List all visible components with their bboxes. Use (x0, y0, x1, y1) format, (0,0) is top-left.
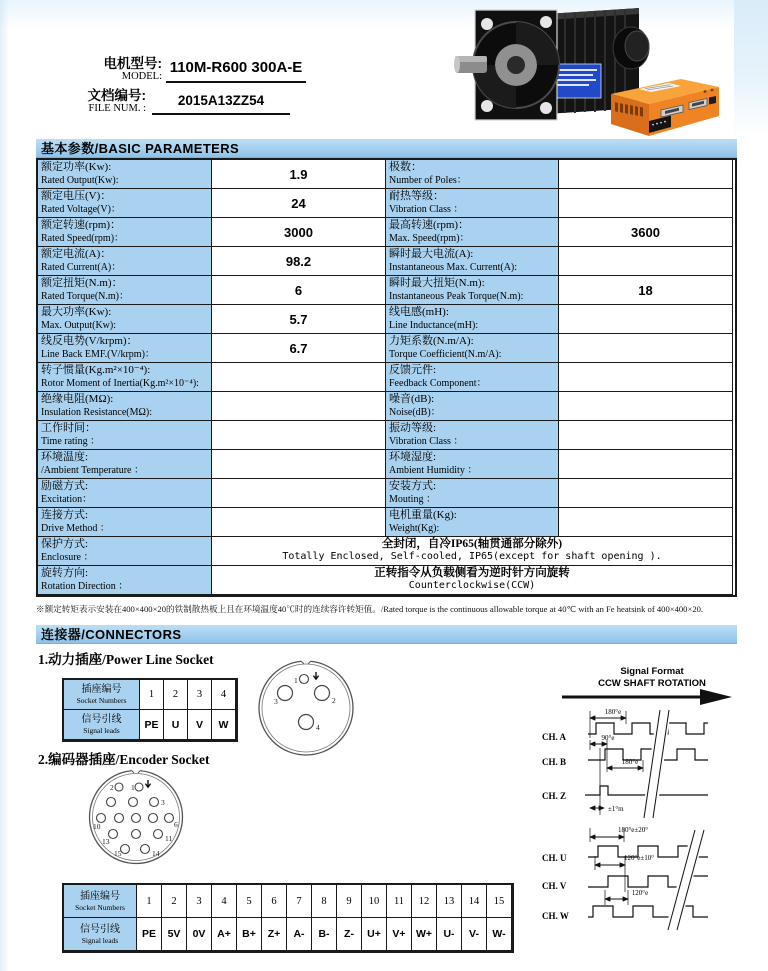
socket-number-cell: 10 (362, 885, 387, 918)
power-socket-title: 1.动力插座/Power Line Socket (38, 652, 214, 667)
socket-number-cell: 9 (337, 885, 362, 918)
param-value-cell (559, 363, 733, 392)
model-value: 110M-R600 300A-E (166, 55, 306, 83)
param-value-cell: 6 (212, 276, 386, 305)
param-label-cell (386, 508, 559, 537)
power-connector-diagram (248, 658, 364, 762)
param-label-cn: 旋转方向: (41, 567, 89, 579)
signal-lead-cell: 5V (162, 918, 187, 951)
param-label-cell (386, 247, 559, 276)
param-label-cn: 额定转速(rpm)： (41, 219, 122, 231)
param-label-cell (386, 363, 559, 392)
param-value-cell (212, 508, 386, 537)
param-label-cell (386, 218, 559, 247)
channel-v-label: CH. V (542, 881, 567, 891)
socket-numbers-label (64, 680, 140, 710)
param-label-en: Rotor Moment of Inertia(Kg.m²×10⁻⁴): (41, 377, 199, 389)
encoder-pin-label-3: 3 (161, 798, 165, 807)
socket-numbers-label-cn: 插座编号 (81, 684, 122, 695)
param-value-cell (559, 508, 733, 537)
param-label-en: Number of Poles： (389, 174, 467, 186)
ccw-rotation-title: CCW SHAFT ROTATION (598, 678, 706, 689)
channel-a-label: CH. A (542, 732, 567, 742)
param-label-en: Insulation Resistance(MΩ): (41, 406, 153, 418)
model-label-en: MODEL: (121, 71, 162, 82)
param-value-cell (559, 160, 733, 189)
param-label-cell (386, 479, 559, 508)
channel-z-label: CH. Z (542, 791, 567, 801)
param-label-cell (38, 218, 212, 247)
signal-lead-cell: PE (137, 918, 162, 951)
socket-number-cell: 4 (212, 680, 236, 710)
key-mark-icon (145, 780, 150, 787)
signal-lead-cell: 0V (187, 918, 212, 951)
signal-leads-label-cn: 信号引线 (80, 923, 120, 935)
param-label-cn: 耐热等级： (389, 190, 444, 202)
annotation-1m-z: ±1°m (608, 805, 624, 813)
param-label-cn: 反馈元件: (389, 364, 437, 376)
param-label-cn: 线电感(mH): (389, 306, 449, 318)
power-pin-label-3: 3 (274, 697, 278, 706)
param-label-en: Rated Current(A)： (41, 261, 122, 273)
param-wide-value-cn: 全封闭，自冷IP65(轴贯通部分除外) (381, 538, 563, 551)
param-label-cn: 工作时间： (41, 422, 96, 434)
param-label-cell (386, 450, 559, 479)
param-value-cell: 5.7 (212, 305, 386, 334)
signal-format-title: Signal Format (620, 666, 684, 677)
encoder-socket-table (62, 883, 514, 953)
param-label-en: Instantaneous Peak Torque(N.m): (389, 290, 524, 302)
param-label-cn: 额定扭矩(N.m)： (41, 277, 123, 289)
param-label-en: Max. Output(Kw): (41, 319, 116, 331)
encoder-pin-label-15: 15 (114, 849, 122, 858)
param-wide-value-cn: 正转指令从负载侧看为逆时针方向旋转 (374, 567, 570, 580)
signal-lead-cell: A+ (212, 918, 237, 951)
param-value-cell: 6.7 (212, 334, 386, 363)
signal-lead-cell: W- (487, 918, 512, 951)
param-label-cell (38, 508, 212, 537)
background-wash-top-right (734, 0, 768, 138)
param-label-en: Rotation Direction ： (41, 580, 129, 592)
param-value-cell: 18 (559, 276, 733, 305)
power-pin-label-2: 2 (332, 696, 336, 705)
param-label-en: Line Inductance(mH): (389, 319, 479, 331)
socket-number-cell: 7 (287, 885, 312, 918)
param-label-en: /Ambient Temperature ： (41, 464, 144, 476)
section-bar-connectors: 连接器/CONNECTORS (36, 625, 737, 644)
model-label (72, 56, 162, 83)
socket-number-cell: 4 (212, 885, 237, 918)
param-label-cn: 瞬时最大电流(A): (389, 248, 474, 260)
signal-lead-cell: U+ (362, 918, 387, 951)
socket-numbers-label-en: Socket Numbers (76, 696, 127, 705)
channel-b-label: CH. B (542, 757, 567, 767)
encoder-pin-label-2: 2 (110, 783, 114, 792)
param-label-cell (38, 334, 212, 363)
param-value-cell (559, 479, 733, 508)
param-label-cell (38, 537, 212, 566)
waveform-channel-b (588, 749, 708, 760)
param-label-cn: 力矩系数(N.m/A): (389, 335, 474, 347)
channel-w-label: CH. W (542, 911, 569, 921)
param-label-en: Enclosure ： (41, 551, 94, 563)
param-value-cell (559, 305, 733, 334)
param-label-en: Max. Speed(rpm)： (389, 232, 470, 244)
param-label-cell (38, 276, 212, 305)
param-label-cell (38, 392, 212, 421)
param-value-cell: 3000 (212, 218, 386, 247)
param-label-cn: 最大功率(Kw): (41, 306, 112, 318)
param-label-cell (38, 189, 212, 218)
encoder-pin-label-10: 10 (93, 822, 101, 831)
encoder-socket-title: 2.编码器插座/Encoder Socket (38, 752, 210, 767)
file-num-value: 2015A13ZZ54 (152, 89, 290, 115)
param-label-en: Torque Coefficient(N.m/A): (389, 348, 502, 360)
param-value-cell (212, 421, 386, 450)
param-label-cn: 振动等级: (389, 422, 437, 434)
param-label-cell (38, 566, 212, 595)
encoder-pin-label-11: 11 (165, 834, 173, 843)
param-value-cell (212, 450, 386, 479)
param-value-cell (212, 392, 386, 421)
param-label-cell (38, 247, 212, 276)
param-label-cn: 保护方式: (41, 538, 89, 550)
signal-lead-cell: V- (462, 918, 487, 951)
signal-lead-cell: V+ (387, 918, 412, 951)
socket-numbers-label-cn: 插座编号 (80, 890, 120, 902)
driver-photo (603, 76, 725, 138)
param-label-cell (38, 160, 212, 189)
socket-number-cell: 1 (137, 885, 162, 918)
encoder-pin-label-13: 13 (102, 837, 110, 846)
power-pin-label-1: 1 (294, 676, 298, 685)
socket-number-cell: 1 (140, 680, 164, 710)
annotation-120e-10: 120°e±10° (623, 854, 655, 862)
encoder-pin-label-6: 6 (174, 820, 178, 829)
param-value-cell (559, 392, 733, 421)
param-label-en: Time rating ： (41, 435, 101, 447)
signal-lead-cell: PE (140, 710, 164, 740)
param-label-en: Rated Speed(rpm)： (41, 232, 125, 244)
param-label-cell (386, 392, 559, 421)
socket-number-cell: 15 (487, 885, 512, 918)
param-label-cn: 最高转速(rpm)： (389, 219, 470, 231)
param-label-cell (386, 334, 559, 363)
signal-lead-cell: B- (312, 918, 337, 951)
param-label-en: Rated Output(Kw): (41, 174, 119, 186)
socket-number-cell: 12 (412, 885, 437, 918)
param-value-cell: 1.9 (212, 160, 386, 189)
param-value-cell: 98.2 (212, 247, 386, 276)
param-label-cn: 环境温度: (41, 451, 89, 463)
param-label-en: Drive Method ： (41, 522, 110, 534)
param-label-cell (386, 189, 559, 218)
param-label-cell (38, 421, 212, 450)
encoder-connector-diagram (88, 765, 200, 867)
param-label-cn: 瞬时最大扭矩(N.m): (389, 277, 485, 289)
rated-torque-footnote: ※额定转矩表示安装在400×400×20的铁制散热板上且在环境温度40℃时的连续容许转矩值。/Rated torque is the continuous allowable torque at 40℃ with an Fe heatsink of 400×400×20. (36, 604, 704, 614)
encoder-pin-label-1: 1 (131, 783, 135, 792)
annotation-90e: 90°e (601, 734, 615, 742)
param-label-cell (38, 479, 212, 508)
param-label-cn: 绝缘电阻(MΩ): (41, 393, 114, 405)
param-label-cell (386, 160, 559, 189)
model-label-cn: 电机型号: (103, 56, 162, 71)
param-label-cn: 转子惯量(Kg.m²×10⁻⁴): (41, 364, 151, 376)
signal-lead-cell: W+ (412, 918, 437, 951)
socket-number-cell: 5 (237, 885, 262, 918)
socket-number-cell: 13 (437, 885, 462, 918)
signal-leads-label-cn: 信号引线 (81, 714, 122, 725)
signal-leads-label-en: Signal leads (83, 726, 120, 735)
socket-number-cell: 14 (462, 885, 487, 918)
param-label-cn: 线反电势(V/krpm)： (41, 335, 138, 347)
param-label-en: Mouting ： (389, 493, 436, 505)
socket-number-cell: 8 (312, 885, 337, 918)
param-label-en: Vibration Class ： (389, 203, 464, 215)
param-label-cn: 额定电流(A)： (41, 248, 112, 260)
param-value-cell (559, 450, 733, 479)
background-wash-left (0, 0, 9, 971)
signal-format-diagram (540, 660, 768, 952)
file-num-label-cn: 文档编号: (87, 88, 146, 103)
param-label-cell (38, 305, 212, 334)
param-wide-value-en: Totally Enclosed, Self-cooled, IP65(except for shaft opening ). (282, 551, 662, 563)
socket-numbers-label (64, 885, 137, 918)
annotation-180e-b: 180°e (621, 758, 639, 766)
signal-lead-cell: Z- (337, 918, 362, 951)
socket-number-cell: 2 (162, 885, 187, 918)
signal-leads-label (64, 710, 140, 740)
param-label-en: Weight(Kg): (389, 522, 440, 534)
param-label-cn: 额定功率(Kw): (41, 161, 112, 173)
param-wide-value-cell (212, 537, 733, 566)
param-label-cell (386, 421, 559, 450)
waveform-channel-w (588, 906, 708, 917)
param-label-cn: 噪音(dB): (389, 393, 435, 405)
param-value-cell (559, 334, 733, 363)
signal-lead-cell: B+ (237, 918, 262, 951)
param-label-cell (386, 276, 559, 305)
socket-number-cell: 2 (164, 680, 188, 710)
basic-parameters-table (36, 158, 737, 597)
param-label-cn: 极数： (389, 161, 422, 173)
power-socket-table (62, 678, 238, 742)
file-num-row (60, 88, 290, 115)
signal-leads-label (64, 918, 137, 951)
param-label-cn: 环境湿度: (389, 451, 437, 463)
signal-lead-cell: W (212, 710, 236, 740)
param-label-en: Vibration Class ： (389, 435, 464, 447)
param-label-cell (38, 450, 212, 479)
signal-lead-cell: A- (287, 918, 312, 951)
param-label-cn: 连接方式: (41, 509, 89, 521)
annotation-180e-20: 180°e±20° (617, 826, 649, 834)
param-value-cell: 3600 (559, 218, 733, 247)
param-value-cell: 24 (212, 189, 386, 218)
section-bar-basic-parameters: 基本参数/BASIC PARAMETERS (36, 139, 737, 158)
key-mark-icon (313, 672, 318, 679)
param-label-en: Ambient Humidity ： (389, 464, 478, 476)
param-label-cn: 电机重量(Kg): (389, 509, 457, 521)
param-label-cn: 安装方式: (389, 480, 437, 492)
socket-number-cell: 3 (187, 885, 212, 918)
param-value-cell (212, 363, 386, 392)
socket-number-cell: 11 (387, 885, 412, 918)
signal-lead-cell: U- (437, 918, 462, 951)
socket-numbers-label-en: Socket Numbers (75, 902, 125, 912)
param-label-cn: 励磁方式: (41, 480, 89, 492)
param-value-cell (212, 479, 386, 508)
channel-u-label: CH. U (542, 853, 567, 863)
param-wide-value-en: Counterclockwise(CCW) (408, 580, 536, 592)
param-label-cn: 额定电压(V)： (41, 190, 112, 202)
param-label-en: Rated Torque(N.m)： (41, 290, 129, 302)
power-pin-label-4: 4 (316, 723, 320, 732)
annotation-120e: 120°e (631, 889, 649, 897)
file-num-label-en: FILE NUM. : (88, 103, 146, 114)
file-num-label (60, 88, 146, 115)
signal-lead-cell: V (188, 710, 212, 740)
signal-lead-cell: Z+ (262, 918, 287, 951)
param-label-cell (38, 363, 212, 392)
param-wide-value-cell (212, 566, 733, 595)
param-label-en: Noise(dB)： (389, 406, 441, 418)
model-row (72, 55, 306, 83)
param-label-en: Rated Voltage(V)： (41, 203, 121, 215)
encoder-pin-label-14: 14 (152, 849, 160, 858)
signal-leads-label-en: Signal leads (81, 935, 119, 945)
signal-lead-cell: U (164, 710, 188, 740)
param-label-en: Instantaneous Max. Current(A): (389, 261, 518, 273)
socket-number-cell: 6 (262, 885, 287, 918)
param-label-en: Line Back EMF.(V/krpm)： (41, 348, 155, 360)
param-value-cell (559, 189, 733, 218)
socket-number-cell: 3 (188, 680, 212, 710)
param-label-en: Excitation： (41, 493, 93, 505)
waveform-channel-a (588, 723, 708, 734)
param-label-cell (386, 305, 559, 334)
param-value-cell (559, 421, 733, 450)
annotation-180e-a: 180°e (604, 708, 622, 716)
param-label-en: Feedback Component： (389, 377, 487, 389)
param-value-cell (559, 247, 733, 276)
